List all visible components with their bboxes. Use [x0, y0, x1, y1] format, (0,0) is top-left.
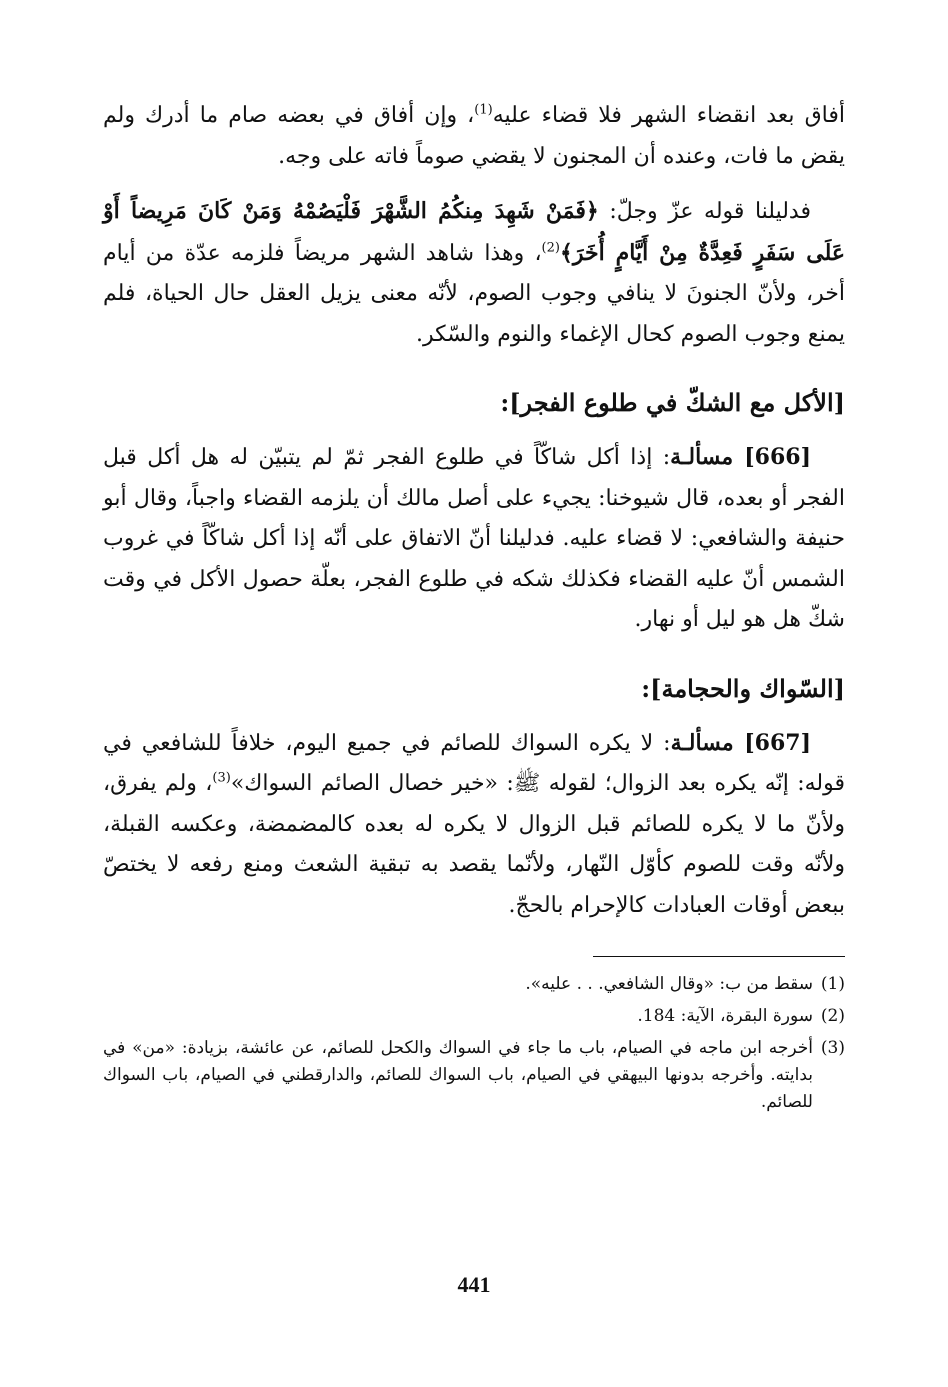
footnote-divider — [593, 956, 845, 957]
footnote-2 — [103, 1003, 845, 1030]
footnote-number: (2) — [820, 1006, 845, 1026]
footnote-ref-1[interactable]: (1) — [474, 102, 493, 118]
paragraph-4-text-b: ، ولم يفرق، ولأنّ ما لا يكره للصائم قبل الزوال لا يكره له بعده كالمضمضة، وعكسه القبلة، ولأنّه وقت للصوم كأوّل النّهار، ولأنّما يقصد به تبقية الشعث ومنع رفعه لا يختصّ ببعض أوقات العبادات كالإحرام بالحجّ. — [103, 771, 845, 918]
page-number: 441 — [457, 1272, 491, 1297]
footnote-text: سقط من ب: «وقال الشافعي. . . عليه». — [525, 974, 813, 994]
paragraph-2-text-a: فدليلنا قوله عزّ وجلّ: — [598, 199, 811, 224]
page-body — [103, 96, 845, 1121]
paragraph-4-text-a: : لا يكره السواك للصائم في جميع اليوم، خلافاً للشافعي في قوله: إنّه يكره بعد الزوال؛ لقوله ﷺ: «خير خصال الصائم السواك» — [103, 730, 845, 796]
quran-verse: ﴿فَمَنْ شَهِدَ مِنكُمُ الشَّهْرَ فَلْيَصُمْهُ وَمَنْ كَانَ مَرِيضاً أَوْ عَلَى سَفَرٍ فَعِدَّةٌ مِنْ أَيَّامٍ أُخَرَ﴾ — [103, 198, 845, 266]
footnote-text: سورة البقرة، الآية: 184. — [637, 1006, 813, 1026]
paragraph-3-text: : إذا أكل شاكّاً في طلوع الفجر ثمّ لم يتبيّن له هل أكل قبل الفجر أو بعده، قال شيوخنا: يجيء على أصل مالك أن يلزمه القضاء واجباً، وقال أبو حنيفة والشافعي: لا قضاء عليه. فدليلنا أنّ الاتفاق على أنّه إذا أكل شاكّاً في غروب الشمس أنّ عليه القضاء فكذلك شكه في طلوع الفجر، بعلّة حصول الأكل في وقت شكّ هل هو ليل أو نهار. — [103, 445, 845, 632]
paragraph-1-text-a: أفاق بعد انقضاء الشهر فلا قضاء عليه — [492, 103, 845, 128]
section-heading-eating-with-doubt: [الأكل مع الشكّ في طلوع الفجر]: — [500, 388, 845, 417]
paragraph-2 — [103, 191, 845, 355]
paragraph-1 — [103, 96, 845, 177]
section-heading-siwak-cupping: [السّواك والحجامة]: — [641, 673, 845, 703]
footnotes — [103, 971, 845, 1116]
footnote-number: (3) — [820, 1038, 845, 1058]
footnote-ref-3[interactable]: (3) — [212, 770, 231, 786]
issue-667-label: [667] مسألـة — [670, 729, 811, 756]
paragraph-3 — [103, 437, 845, 641]
footnote-3 — [103, 1035, 845, 1116]
paragraph-4 — [103, 723, 845, 927]
footnote-text: أخرجه ابن ماجه في الصيام، باب ما جاء في السواك والكحل للصائم، عن عائشة، بزيادة: «من» في بدايته. وأخرجه بدونها البيهقي في الصيام، باب السواك للصائم، والدارقطني في الصيام، باب السواك للصائم. — [103, 1038, 813, 1112]
footnote-ref-2[interactable]: (2) — [541, 240, 560, 256]
paragraph-1-text-b: ، وإن أفاق في بعضه صام ما أدرك ولم يقض ما فات، وعنده أن المجنون لا يقضي صوماً فاته على وجه. — [103, 103, 845, 169]
footnote-number: (1) — [820, 974, 845, 994]
paragraph-2-text-b: ، وهذا شاهد الشهر مريضاً فلزمه عدّة من أيام أخر، ولأنّ الجنونَ لا ينافي وجوب الصوم، لأنّه معنى يزيل العقل حال الحياة، فلم يمنع وجوب الصوم كحال الإغماء والنوم والسّكر. — [103, 240, 845, 347]
issue-666-label: [666] مسألـة — [670, 444, 811, 470]
footnote-1 — [103, 971, 845, 998]
